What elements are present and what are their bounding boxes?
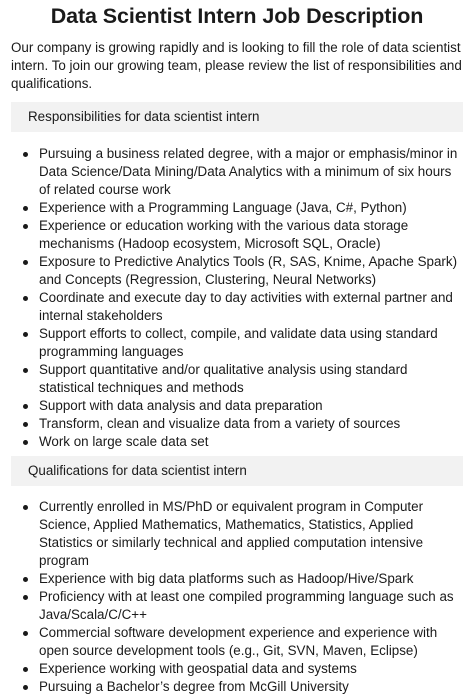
responsibilities-list (0, 145, 474, 451)
bullet-icon (23, 332, 28, 337)
bullet-icon (23, 631, 28, 636)
list-item-text: Exposure to Predictive Analytics Tools (R, SAS, Knime, Apache Spark) and Concepts (Regression, Clustering, Neural Networks) (39, 254, 458, 287)
responsibilities-header: Responsibilities for data scientist intern (11, 102, 463, 132)
list-item (0, 289, 474, 325)
bullet-icon (23, 577, 28, 582)
list-item (0, 498, 474, 570)
qualifications-header: Qualifications for data scientist intern (11, 456, 463, 486)
list-item-text: Experience or education working with the various data storage mechanisms (Hadoop ecosystem, Microsoft SQL, Oracle) (39, 218, 409, 251)
page-title: Data Scientist Intern Job Description (50, 4, 424, 28)
list-item (0, 361, 474, 397)
list-item (0, 415, 474, 433)
list-item-text: Support with data analysis and data preparation (39, 398, 323, 413)
list-item (0, 217, 474, 253)
bullet-icon (23, 260, 28, 265)
list-item-text: Support quantitative and/or qualitative analysis using standard statistical techniques and methods (39, 362, 408, 395)
bullet-icon (23, 296, 28, 301)
bullet-icon (23, 595, 28, 600)
bullet-icon (23, 152, 28, 157)
list-item (0, 624, 474, 660)
bullet-icon (23, 505, 28, 510)
list-item (0, 660, 474, 678)
bullet-icon (23, 667, 28, 672)
list-item-text: Experience working with geospatial data and systems (39, 661, 357, 676)
list-item-text: Work on large scale data set (39, 434, 209, 449)
list-item (0, 570, 474, 588)
list-item (0, 253, 474, 289)
bullet-icon (23, 206, 28, 211)
list-item-text: Experience with big data platforms such as Hadoop/Hive/Spark (39, 571, 414, 586)
list-item-text: Experience with a Programming Language (Java, C#, Python) (39, 200, 407, 215)
list-item-text: Commercial software development experience and experience with open source development tools (e.g., Git, SVN, Maven, Eclipse) (39, 625, 438, 658)
list-item (0, 433, 474, 451)
bullet-icon (23, 404, 28, 409)
list-item (0, 325, 474, 361)
intro-paragraph: Our company is growing rapidly and is looking to fill the role of data scientist intern. To join our growing team, please review the list of responsibilities and qualifications. (11, 40, 462, 91)
bullet-icon (23, 685, 28, 690)
list-item-text: Proficiency with at least one compiled programming language such as Java/Scala/C/C++ (39, 589, 454, 622)
list-item-text: Currently enrolled in MS/PhD or equivalent program in Computer Science, Applied Mathematics, Mathematics, Statistics, Applied Statistics or similarly technical and applied computation intensive program (39, 499, 424, 568)
bullet-icon (23, 368, 28, 373)
list-item-text: Coordinate and execute day to day activities with external partner and internal stakeholders (39, 290, 453, 323)
list-item (0, 145, 474, 199)
bullet-icon (23, 440, 28, 445)
list-item-text: Pursuing a Bachelor’s degree from McGill University (39, 679, 349, 694)
list-item (0, 588, 474, 624)
list-item-text: Transform, clean and visualize data from a variety of sources (39, 416, 401, 431)
list-item-text: Support efforts to collect, compile, and validate data using standard programming languages (39, 326, 438, 359)
list-item (0, 199, 474, 217)
list-item-text: Pursuing a business related degree, with a major or emphasis/minor in Data Science/Data Mining/Data Analytics with a minimum of six hours of related course work (39, 146, 458, 197)
bullet-icon (23, 422, 28, 427)
list-item (0, 397, 474, 415)
list-item (0, 678, 474, 696)
bullet-icon (23, 224, 28, 229)
qualifications-list (0, 498, 474, 696)
